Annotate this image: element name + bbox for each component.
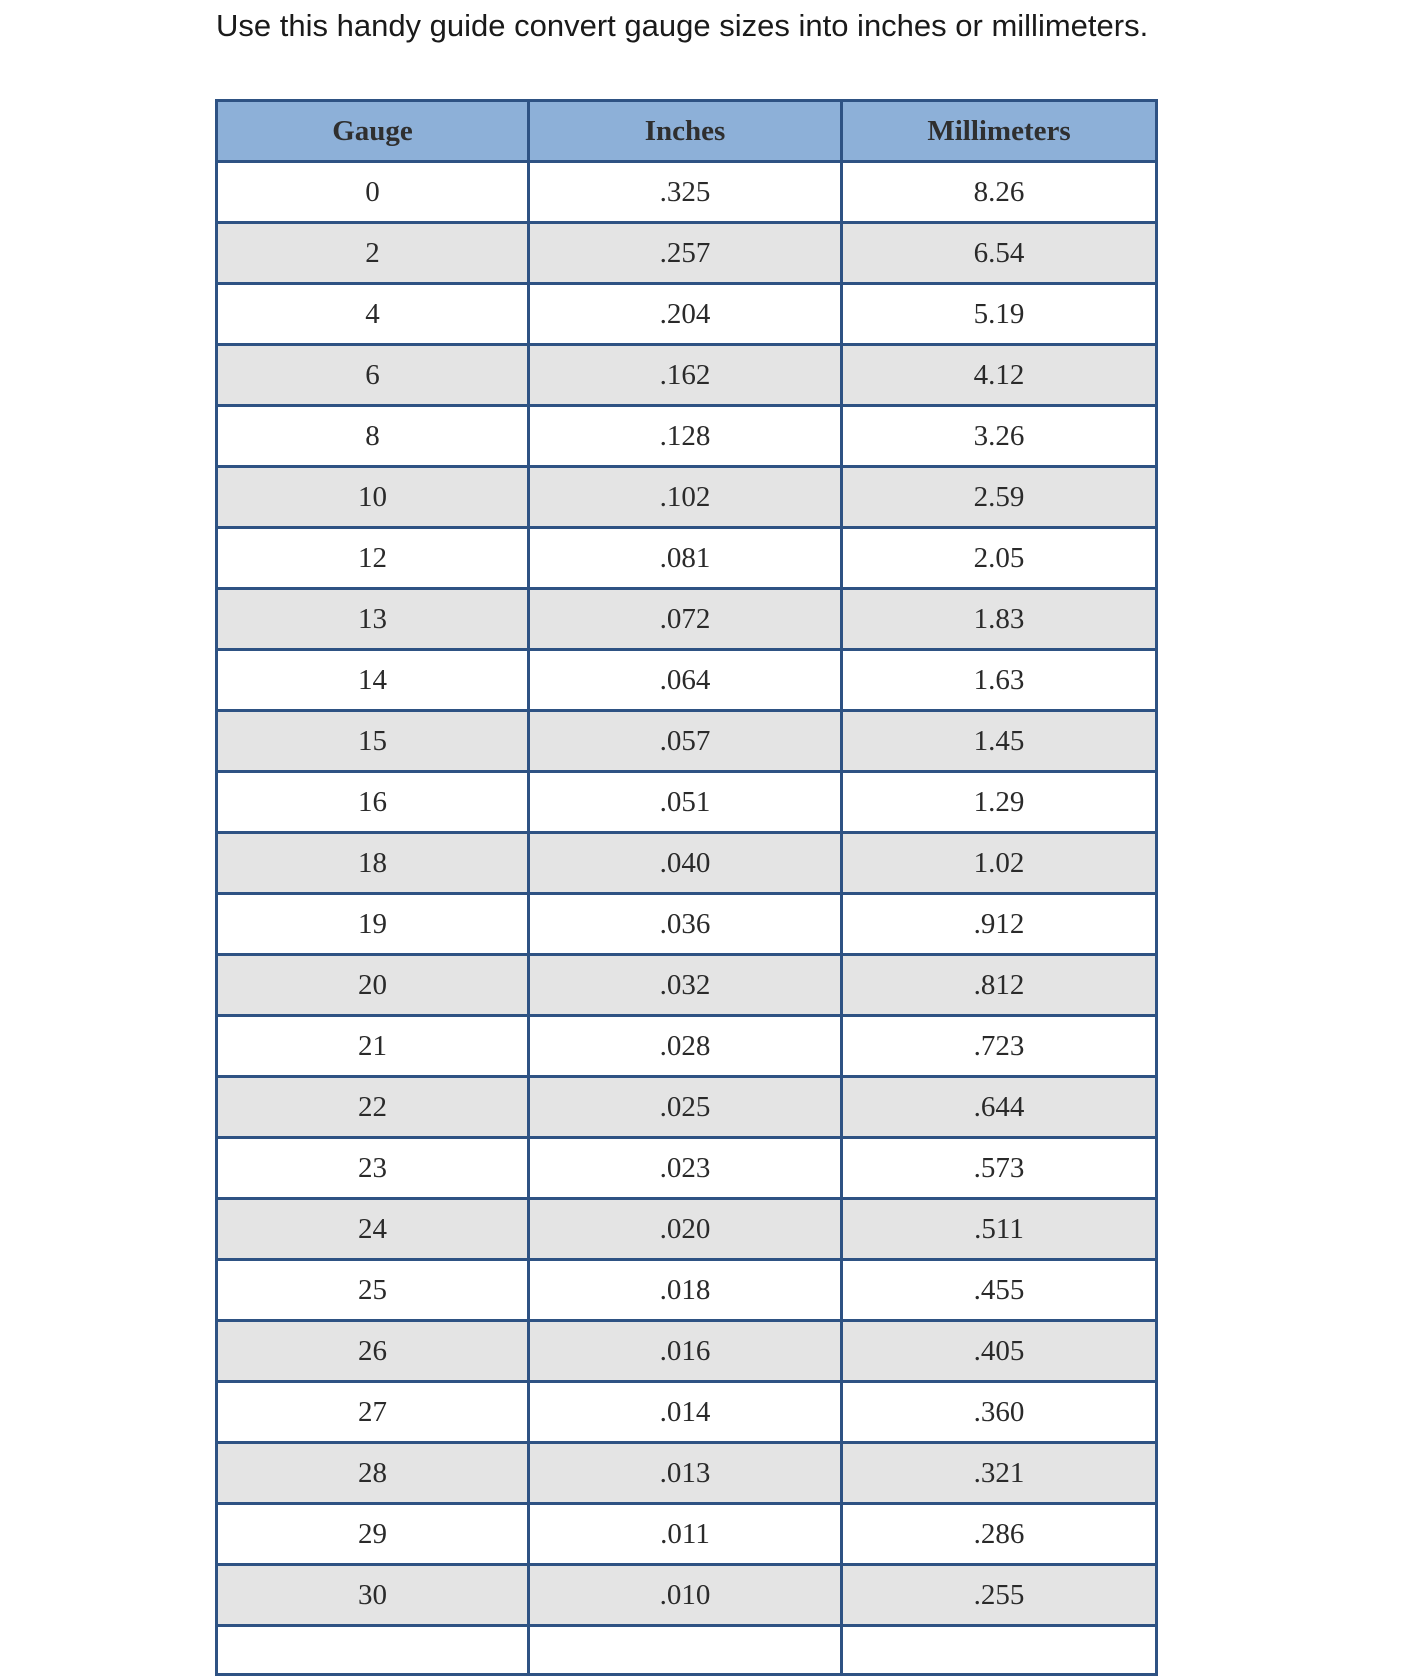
cell-millimeters: .455 [842, 1260, 1157, 1321]
cell-gauge: 4 [217, 284, 529, 345]
column-header-inches: Inches [529, 101, 842, 162]
table-row [217, 1016, 1157, 1077]
cell-inches: .014 [529, 1382, 842, 1443]
cell-millimeters: .912 [842, 894, 1157, 955]
table-row [217, 284, 1157, 345]
table-row [217, 528, 1157, 589]
cell-inches: .051 [529, 772, 842, 833]
table-body [217, 162, 1157, 1675]
cell-millimeters: 8.26 [842, 162, 1157, 223]
cell-inches: .036 [529, 894, 842, 955]
cell-millimeters: 1.29 [842, 772, 1157, 833]
cell-millimeters: 2.05 [842, 528, 1157, 589]
cell-inches: .028 [529, 1016, 842, 1077]
cell-millimeters: 5.19 [842, 284, 1157, 345]
cell-gauge: 8 [217, 406, 529, 467]
cell-inches: .081 [529, 528, 842, 589]
cell-gauge: 13 [217, 589, 529, 650]
cell-gauge: 27 [217, 1382, 529, 1443]
table-row [217, 1199, 1157, 1260]
cell-gauge: 6 [217, 345, 529, 406]
cell-gauge: 24 [217, 1199, 529, 1260]
table-row [217, 406, 1157, 467]
cell-gauge: 25 [217, 1260, 529, 1321]
cell-millimeters: 2.59 [842, 467, 1157, 528]
cell-millimeters: .286 [842, 1504, 1157, 1565]
table-row [217, 223, 1157, 284]
cell-millimeters: 6.54 [842, 223, 1157, 284]
cell-inches: .162 [529, 345, 842, 406]
table-row [217, 589, 1157, 650]
cell-gauge: 20 [217, 955, 529, 1016]
cell-millimeters: .321 [842, 1443, 1157, 1504]
cell-gauge: 23 [217, 1138, 529, 1199]
cell-gauge: 14 [217, 650, 529, 711]
cell-millimeters: 1.83 [842, 589, 1157, 650]
cell-gauge: 15 [217, 711, 529, 772]
cell-millimeters: .573 [842, 1138, 1157, 1199]
cell-gauge: 10 [217, 467, 529, 528]
table-row [217, 1260, 1157, 1321]
table-row-cutoff [217, 1626, 1157, 1675]
cell-gauge: 22 [217, 1077, 529, 1138]
table-row [217, 894, 1157, 955]
cell-gauge: 30 [217, 1565, 529, 1626]
cell-gauge: 26 [217, 1321, 529, 1382]
cell-inches: .016 [529, 1321, 842, 1382]
cell-millimeters: .644 [842, 1077, 1157, 1138]
cell-gauge: 16 [217, 772, 529, 833]
table-row [217, 1321, 1157, 1382]
cell-inches: .040 [529, 833, 842, 894]
cell-millimeters: .360 [842, 1382, 1157, 1443]
cell-inches: .010 [529, 1565, 842, 1626]
table-row [217, 772, 1157, 833]
table-row [217, 1443, 1157, 1504]
table-row [217, 1382, 1157, 1443]
cell-millimeters [842, 1626, 1157, 1675]
cell-gauge: 19 [217, 894, 529, 955]
table-row [217, 345, 1157, 406]
cell-millimeters: .812 [842, 955, 1157, 1016]
cell-inches: .325 [529, 162, 842, 223]
cell-gauge: 2 [217, 223, 529, 284]
cell-inches: .257 [529, 223, 842, 284]
cell-gauge: 12 [217, 528, 529, 589]
cell-inches: .128 [529, 406, 842, 467]
table-row [217, 1504, 1157, 1565]
cell-inches: .064 [529, 650, 842, 711]
table-row [217, 1077, 1157, 1138]
intro-text: Use this handy guide convert gauge sizes into inches or millimeters. [216, 8, 1149, 43]
cell-inches: .057 [529, 711, 842, 772]
cell-millimeters: 4.12 [842, 345, 1157, 406]
cell-gauge: 0 [217, 162, 529, 223]
column-header-millimeters: Millimeters [842, 101, 1157, 162]
cell-millimeters: .723 [842, 1016, 1157, 1077]
cell-inches: .204 [529, 284, 842, 345]
table-row [217, 711, 1157, 772]
table-row [217, 1565, 1157, 1626]
cell-millimeters: .405 [842, 1321, 1157, 1382]
table-row [217, 1138, 1157, 1199]
cell-inches: .020 [529, 1199, 842, 1260]
cell-inches: .072 [529, 589, 842, 650]
table-header-row [217, 101, 1157, 162]
column-header-gauge: Gauge [217, 101, 529, 162]
table-row [217, 650, 1157, 711]
cell-inches: .013 [529, 1443, 842, 1504]
table-row [217, 833, 1157, 894]
cell-gauge [217, 1626, 529, 1675]
table-row [217, 162, 1157, 223]
cell-inches: .018 [529, 1260, 842, 1321]
cell-millimeters: 3.26 [842, 406, 1157, 467]
cell-inches: .032 [529, 955, 842, 1016]
table-row [217, 955, 1157, 1016]
table-row [217, 467, 1157, 528]
cell-gauge: 29 [217, 1504, 529, 1565]
cell-millimeters: 1.02 [842, 833, 1157, 894]
cell-millimeters: .511 [842, 1199, 1157, 1260]
cell-inches: .025 [529, 1077, 842, 1138]
cell-inches [529, 1626, 842, 1675]
cell-gauge: 21 [217, 1016, 529, 1077]
cell-inches: .102 [529, 467, 842, 528]
cell-inches: .023 [529, 1138, 842, 1199]
gauge-conversion-table [215, 99, 1158, 1676]
cell-millimeters: .255 [842, 1565, 1157, 1626]
cell-millimeters: 1.45 [842, 711, 1157, 772]
cell-gauge: 18 [217, 833, 529, 894]
cell-gauge: 28 [217, 1443, 529, 1504]
cell-inches: .011 [529, 1504, 842, 1565]
cell-millimeters: 1.63 [842, 650, 1157, 711]
